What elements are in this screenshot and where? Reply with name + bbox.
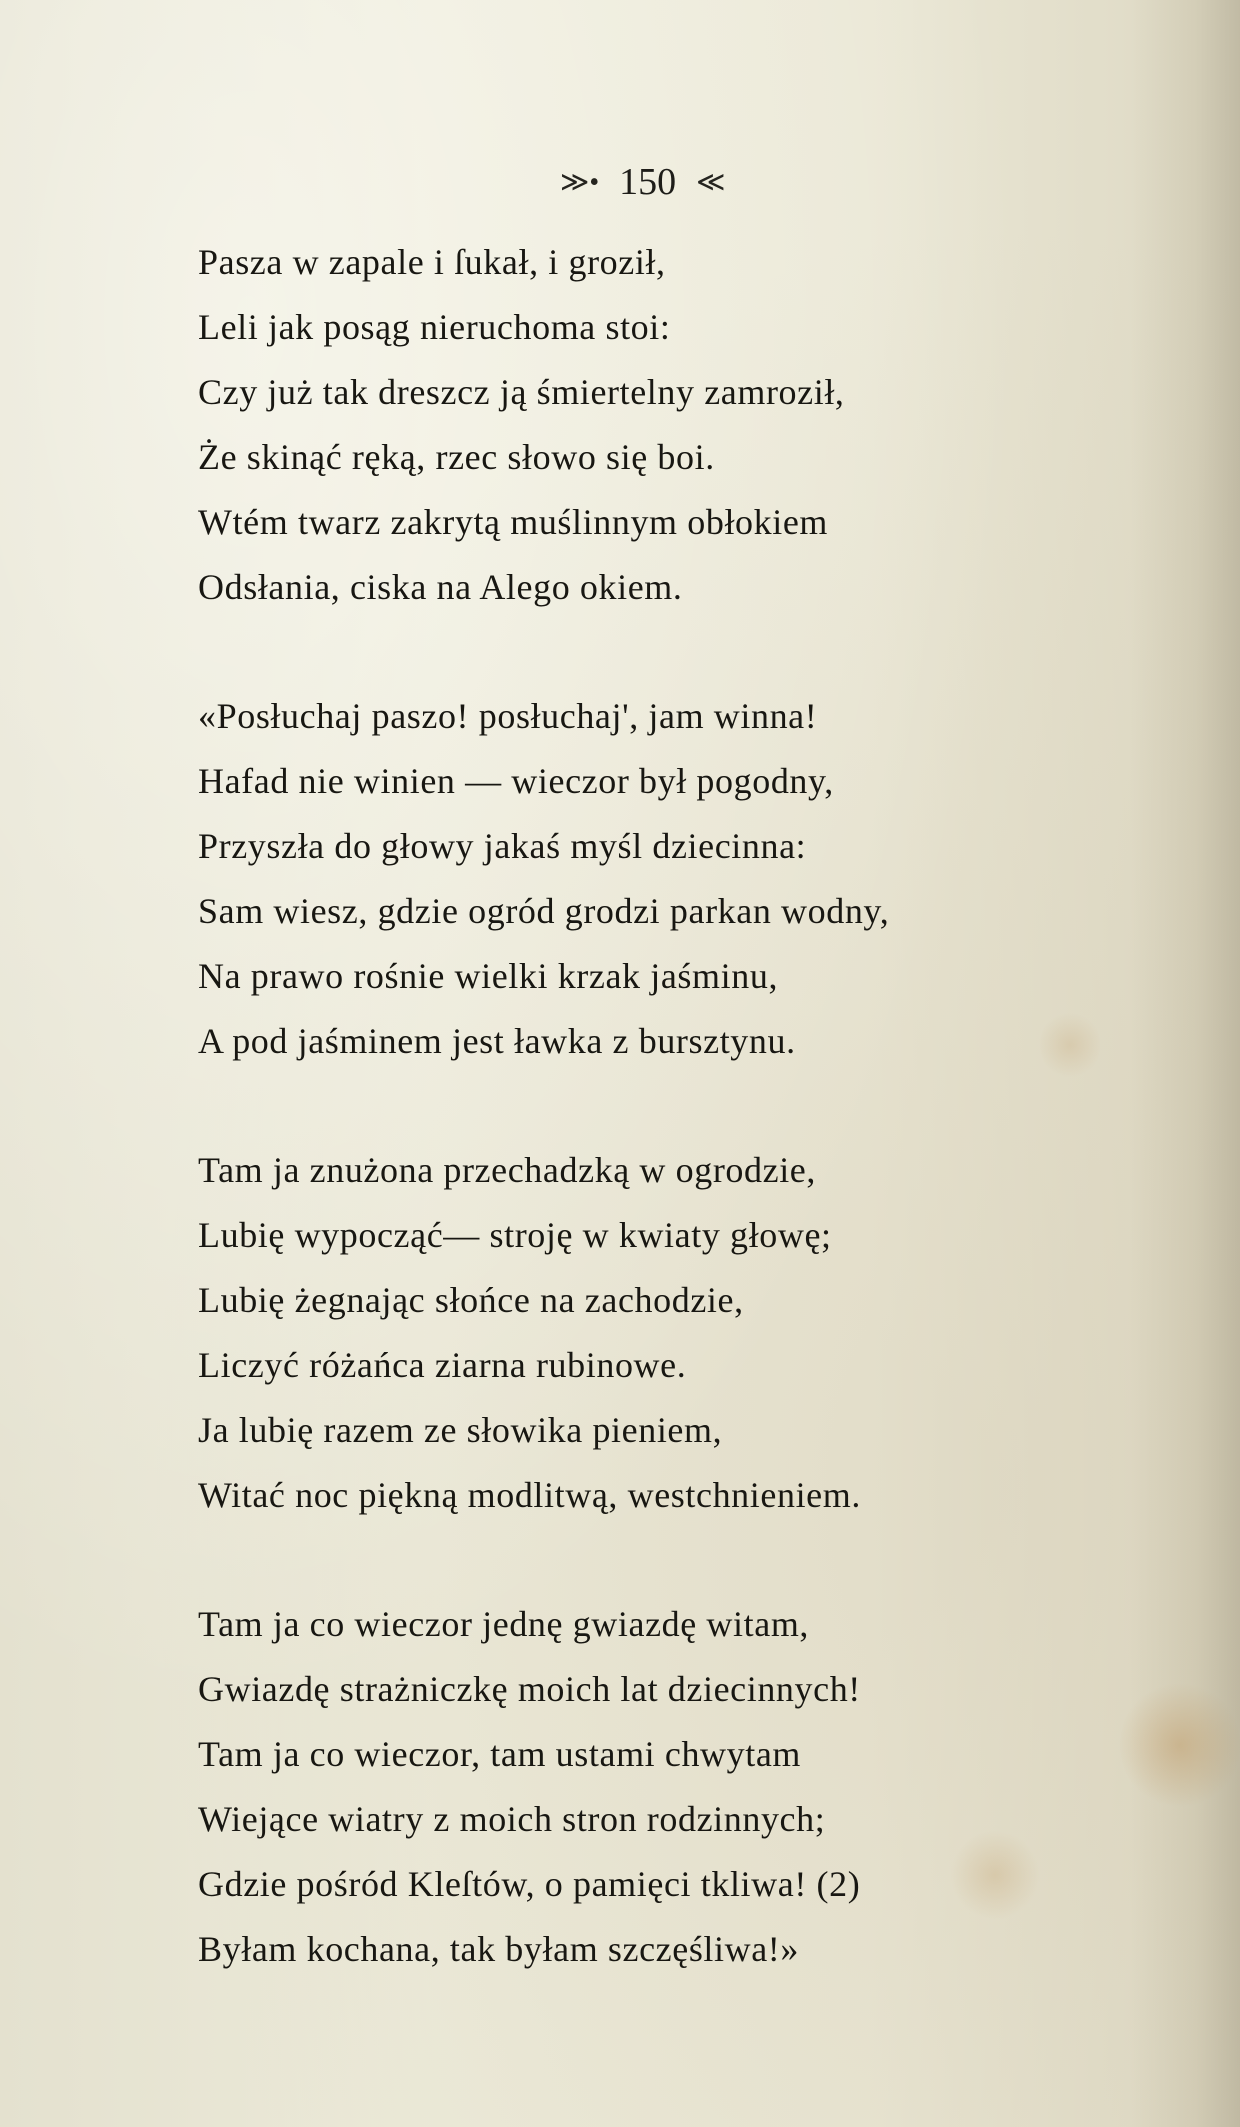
verse-line: Tam ja co wieczor, tam ustami chwytam (198, 1734, 802, 1774)
right-ornament-icon: ≪ (696, 167, 726, 198)
verse-line: Gdzie pośród Kleſtów, o pamięci tkliwa! (2) (198, 1864, 861, 1904)
verse-line: Przyszła do głowy jakaś myśl dziecinna: (198, 826, 807, 866)
verse-line: Witać noc piękną modlitwą, westchnieniem. (198, 1475, 861, 1515)
page-header (560, 160, 725, 204)
poem-text (198, 230, 1118, 1982)
verse-line: Wtém twarz zakrytą muślinnym obłokiem (198, 502, 829, 542)
paper-stain (1120, 1680, 1240, 1810)
verse-line: Tam ja znużona przechadzką w ogrodzie, (198, 1150, 816, 1190)
verse-line: Sam wiesz, gdzie ogród grodzi parkan wodny, (198, 891, 890, 931)
page-number: 150 (619, 161, 677, 203)
verse-line: Że skinąć ręką, rzec słowo się boi. (198, 437, 715, 477)
verse-line: Lubię wypocząć— stroję w kwiaty głowę; (198, 1215, 832, 1255)
verse-line: Liczyć różańca ziarna rubinowe. (198, 1345, 687, 1385)
verse-line: Na prawo rośnie wielki krzak jaśminu, (198, 956, 779, 996)
verse-line: Ja lubię razem ze słowika pieniem, (198, 1410, 723, 1450)
verse-line: Lubię żegnając słońce na zachodzie, (198, 1280, 744, 1320)
stanza (198, 684, 1118, 1074)
stanza (198, 230, 1118, 620)
stanza (198, 1592, 1118, 1982)
verse-line: Tam ja co wieczor jednę gwiazdę witam, (198, 1604, 810, 1644)
verse-line: Hafad nie winien — wieczor był pogodny, (198, 761, 834, 801)
verse-line: Byłam kochana, tak byłam szczęśliwa!» (198, 1929, 799, 1969)
left-ornament-icon: ≫• (560, 167, 600, 198)
verse-line: Leli jak posąg nieruchoma stoi: (198, 307, 671, 347)
verse-line: Pasza w zapale i ſukał, i groził, (198, 242, 666, 282)
verse-line: Gwiazdę strażniczkę moich lat dziecinnych! (198, 1669, 861, 1709)
verse-line: A pod jaśminem jest ławka z bursztynu. (198, 1021, 796, 1061)
verse-line: Wiejące wiatry z moich stron rodzinnych; (198, 1799, 826, 1839)
verse-line: Odsłania, ciska na Alego okiem. (198, 567, 683, 607)
verse-line: Czy już tak dreszcz ją śmiertelny zamroził, (198, 372, 845, 412)
stanza (198, 1138, 1118, 1528)
verse-line: «Posłuchaj paszo! posłuchaj', jam winna! (198, 696, 818, 736)
